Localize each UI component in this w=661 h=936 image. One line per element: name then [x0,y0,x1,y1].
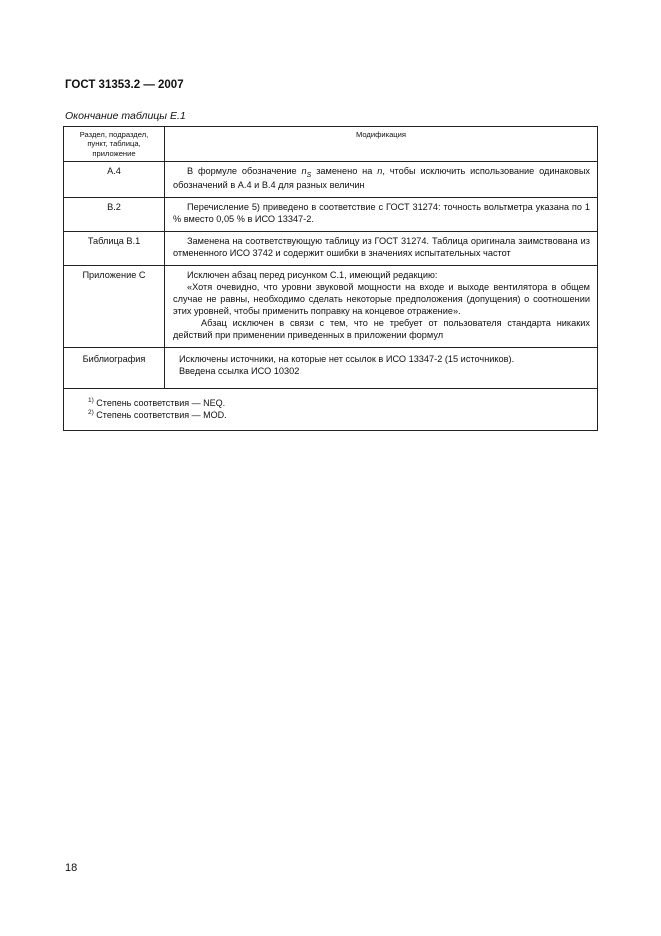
table-row [64,198,598,232]
section-cell: Приложение С [64,266,165,348]
column-header-modification: Модификация [165,127,598,162]
page-number: 18 [65,862,78,874]
table-row [64,266,598,348]
document-header: ГОСТ 31353.2 — 2007 [65,79,184,91]
table-row [64,232,598,266]
section-cell: А.4 [64,162,165,198]
footnotes [64,388,598,430]
modification-cell: Исключены источники, на которые нет ссылок в ИСО 13347-2 (15 источников). Введена ссылка ИСО 10302 [165,347,598,388]
modification-cell: Исключен абзац перед рисунком С.1, имеющий редакцию: «Хотя очевидно, что уровни звуковой мощности на входе и выходе вентилятора в общем случае не равны, необходимо сделать некоторые предположения (допущения) о соотношении этих уровней, чтобы применить поправку на концевое отражение». Абзац исключен в связи с тем, что не требует от пользователя стандарта никаких действий при применении приведенных в приложении формул [165,266,598,348]
modification-cell: В формуле обозначение $n_S$ заменено на n, чтобы исключить использование одинаковых обозначений в А.4 и В.4 для разных величин [165,162,598,198]
table-caption: Окончание таблицы Е.1 [65,110,186,122]
modifications-table [63,126,598,431]
table-row [64,347,598,388]
section-cell: Библиография [64,347,165,388]
table-header-row [64,127,598,162]
footnotes-row [64,388,598,430]
table-row [64,162,598,198]
modification-cell: Перечисление 5) приведено в соответствие с ГОСТ 31274: точность вольтметра указана по 1 % вместо 0,05 % в ИСО 13347-2. [165,198,598,232]
formula-symbol: n [377,166,383,177]
section-cell: Таблица В.1 [64,232,165,266]
section-cell: В.2 [64,198,165,232]
formula-symbol: $n_S$ [301,166,312,180]
modification-cell: Заменена на соответствующую таблицу из ГОСТ 31274. Таблица оригинала заимствована из отмененного ИСО 3742 и содержит ошибки в значениях испытательных частот [165,232,598,266]
footnote: $^{1)}$ Степень соответствия — NEQ. [88,396,226,408]
column-header-section: Раздел, подраздел, пункт, таблица, приложение [64,127,165,162]
footnote: $^{2)}$ Степень соответствия — MOD. [88,408,227,420]
